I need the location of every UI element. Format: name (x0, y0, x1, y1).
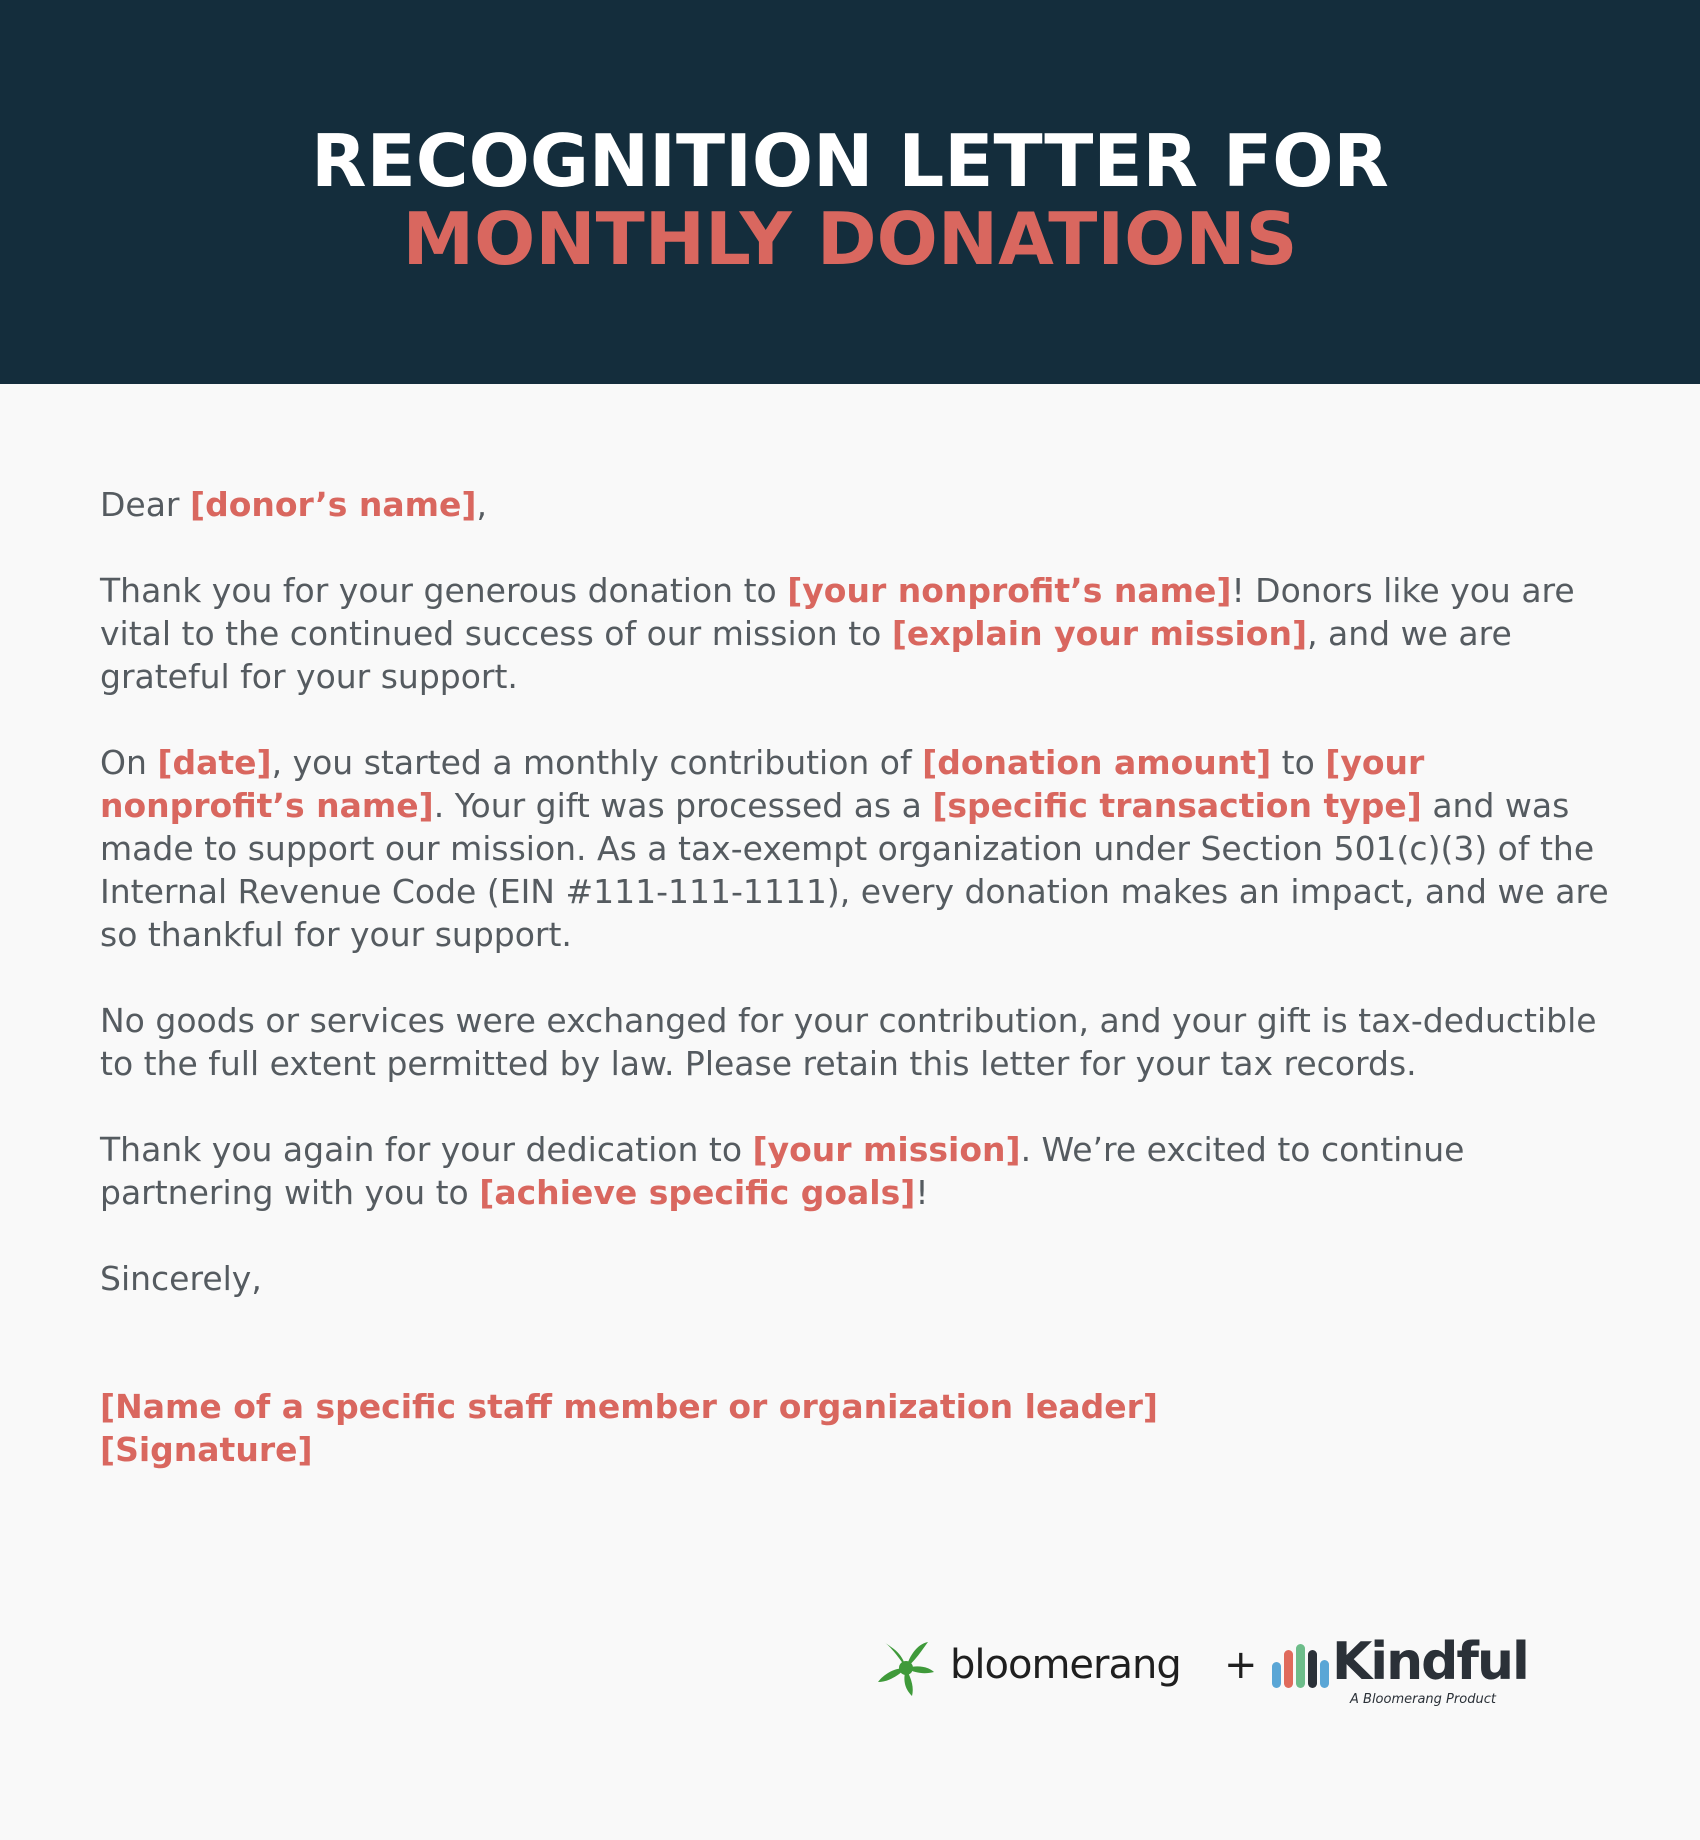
page-title-line2: MONTHLY DONATIONS (402, 197, 1298, 281)
text: Thank you again for your dedication to (100, 1130, 753, 1169)
paragraph-thanks (100, 569, 1620, 698)
plus-sign: + (1224, 1642, 1258, 1688)
text: to (1271, 743, 1326, 782)
placeholder-donor-name: [donor’s name] (190, 485, 477, 524)
placeholder-signature: [Signature] (100, 1430, 313, 1469)
placeholder-your-mission: [your mission] (752, 1130, 1021, 1169)
bloomerang-flower-icon (876, 1638, 936, 1698)
placeholder-date: [date] (157, 743, 272, 782)
placeholder-nonprofit-name: [your nonprofit’s name] (787, 571, 1232, 610)
placeholder-transaction-type: [specific transaction type] (932, 786, 1422, 825)
paragraph-tax-note: No goods or services were exchanged for your contribution, and your gift is tax-deductible to the full extent permitted by law. Please retain this letter for your tax records. (100, 1001, 1597, 1083)
text: , you started a monthly contribution of (271, 743, 923, 782)
placeholder-donation-amount: [donation amount] (922, 743, 1272, 782)
text: Thank you for your generous donation to (100, 571, 788, 610)
placeholder-explain-mission: [explain your mission] (891, 614, 1308, 653)
kindful-tagline: A Bloomerang Product (1350, 1692, 1496, 1707)
text: On (100, 743, 158, 782)
text: . We’re excited to continue partnering with you to (100, 1130, 1465, 1212)
text: and was made to support our mission. As a tax-exempt organization under Section 501(c)(3) of the Internal Revenue Code (EIN #111-111-1111), every donation makes an impact, and we are so thankful for your support. (100, 786, 1609, 954)
page-title-line1: RECOGNITION LETTER FOR (311, 119, 1389, 203)
signature-block (100, 1385, 1158, 1471)
greeting (100, 483, 1620, 526)
placeholder-nonprofit-name: [your nonprofit’s name] (100, 743, 1425, 825)
bloomerang-logo-text: bloomerang (950, 1642, 1181, 1688)
header-banner (0, 0, 1700, 384)
text: ! (915, 1173, 929, 1212)
closing: Sincerely, (100, 1259, 262, 1298)
greeting-text: Dear (100, 485, 190, 524)
placeholder-specific-goals: [achieve specific goals] (479, 1173, 916, 1212)
kindful-bars-icon (1270, 1642, 1334, 1690)
text: . Your gift was processed as a (433, 786, 933, 825)
text: ! Donors like you are vital to the continued success of our mission to (100, 571, 1575, 653)
kindful-logo-text: Kindful (1332, 1632, 1528, 1692)
text: , and we are grateful for your support. (100, 614, 1512, 696)
footer-logos (876, 1630, 1528, 1710)
paragraph-contribution (100, 741, 1620, 956)
letter-body (100, 483, 1620, 1343)
greeting-comma: , (476, 485, 487, 524)
placeholder-signer-name: [Name of a specific staff member or organization leader] (100, 1387, 1158, 1426)
paragraph-closing-thanks (100, 1128, 1620, 1214)
